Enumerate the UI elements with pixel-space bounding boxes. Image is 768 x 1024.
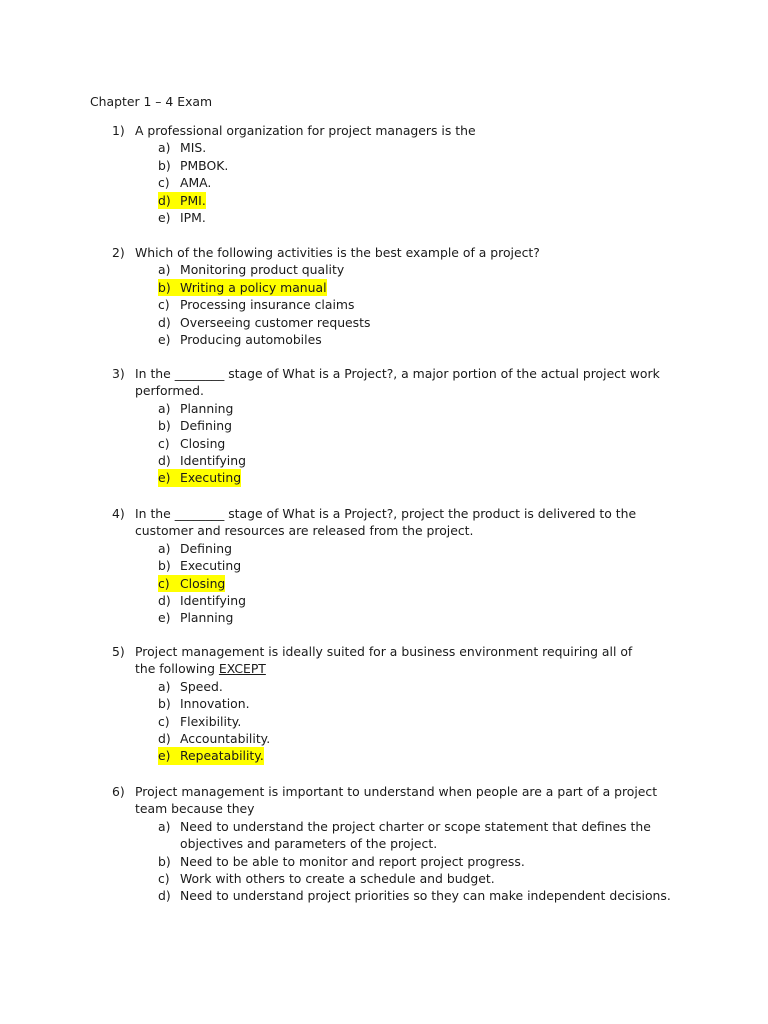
- option-text: Planning: [180, 610, 234, 626]
- option-a: [112, 818, 672, 853]
- option-letter: b): [158, 157, 171, 173]
- question-6: [112, 783, 672, 905]
- option-text: Identifying: [180, 453, 246, 469]
- option-c: [112, 174, 712, 191]
- option-letter: a): [158, 140, 171, 156]
- option-letter: c): [158, 297, 170, 313]
- option-letter: c): [158, 575, 170, 591]
- option-d: [112, 314, 712, 331]
- option-letter: d): [158, 453, 171, 469]
- question-number: 1): [112, 123, 125, 138]
- option-b: [112, 853, 672, 870]
- option-letter: c): [158, 175, 170, 191]
- option-text: Producing automobiles: [180, 332, 322, 348]
- option-letter: e): [158, 210, 171, 226]
- question-text: In the ________ stage of What is a Project?, project the product is delivered to the customer and resources are released from the project.: [135, 506, 641, 539]
- options-list: [112, 818, 672, 905]
- option-letter: e): [158, 610, 171, 626]
- option-d: [112, 730, 652, 747]
- option-letter: e): [158, 748, 171, 764]
- option-letter: a): [158, 678, 171, 694]
- option-text: Innovation.: [180, 696, 250, 712]
- option-letter: b): [158, 418, 171, 434]
- option-a: [112, 678, 652, 695]
- option-letter: e): [158, 470, 171, 486]
- option-letter: d): [158, 314, 171, 330]
- option-text: Repeatability.: [180, 748, 264, 764]
- option-letter: d): [158, 731, 171, 747]
- question-number: 6): [112, 784, 125, 799]
- option-a: [112, 400, 712, 417]
- option-text: Defining: [180, 540, 232, 556]
- option-text: PMBOK.: [180, 157, 229, 173]
- question-number: 5): [112, 644, 125, 659]
- option-c: [112, 870, 672, 887]
- option-text: Flexibility.: [180, 713, 242, 729]
- option-text: Executing: [180, 558, 242, 574]
- option-text: Defining: [180, 418, 232, 434]
- option-e: [112, 331, 712, 348]
- option-e: [112, 609, 692, 626]
- options-list: [112, 139, 712, 226]
- option-text: Writing a policy manual: [180, 279, 327, 295]
- option-b: [112, 157, 712, 174]
- option-text: AMA.: [180, 175, 212, 191]
- option-letter: a): [158, 818, 171, 834]
- option-text: Accountability.: [180, 731, 271, 747]
- option-e: [112, 209, 712, 226]
- option-letter: c): [158, 713, 170, 729]
- option-letter: a): [158, 262, 171, 278]
- option-text: Speed.: [180, 678, 223, 694]
- question-text: In the ________ stage of What is a Project?, a major portion of the actual project work performed.: [135, 366, 664, 399]
- option-b: [112, 417, 712, 434]
- question-5: [112, 643, 652, 765]
- option-d: [112, 592, 692, 609]
- question-number: 4): [112, 506, 125, 521]
- question-text: Project management is important to understand when people are a part of a project team because they: [135, 784, 662, 817]
- question-text: [135, 643, 652, 678]
- option-text: Need to be able to monitor and report project progress.: [180, 853, 525, 869]
- question-number: 3): [112, 366, 125, 381]
- option-b-highlighted: [112, 279, 712, 296]
- question-text-underlined: EXCEPT: [218, 661, 266, 677]
- option-c: [112, 713, 652, 730]
- question-1: [112, 122, 712, 226]
- options-list: [112, 400, 712, 487]
- exam-title: Chapter 1 – 4 Exam: [90, 94, 213, 109]
- option-c: [112, 296, 712, 313]
- options-list: [112, 678, 652, 765]
- option-c-highlighted: [112, 575, 692, 592]
- option-text: IPM.: [180, 210, 206, 226]
- option-text: Need to understand project priorities so they can make independent decisions.: [180, 888, 671, 904]
- option-a: [112, 540, 692, 557]
- option-letter: b): [158, 279, 171, 295]
- option-e-highlighted: [112, 747, 652, 764]
- question-text: Which of the following activities is the best example of a project?: [135, 245, 540, 260]
- question-4: [112, 505, 692, 627]
- option-letter: c): [158, 435, 170, 451]
- option-letter: b): [158, 696, 171, 712]
- option-text: Executing: [180, 470, 242, 486]
- option-text: Work with others to create a schedule and budget.: [180, 871, 495, 887]
- option-letter: d): [158, 593, 171, 609]
- option-text: Closing: [180, 435, 226, 451]
- option-letter: b): [158, 558, 171, 574]
- option-letter: b): [158, 853, 171, 869]
- option-b: [112, 557, 692, 574]
- option-text: Overseeing customer requests: [180, 314, 371, 330]
- option-letter: c): [158, 871, 170, 887]
- option-b: [112, 695, 652, 712]
- question-2: [112, 244, 712, 348]
- option-d: [112, 887, 672, 904]
- option-text: Identifying: [180, 593, 246, 609]
- option-text: PMI.: [180, 192, 206, 208]
- question-text: A professional organization for project managers is the: [135, 123, 476, 138]
- option-text: Planning: [180, 400, 234, 416]
- option-letter: a): [158, 540, 171, 556]
- option-text: MIS.: [180, 140, 207, 156]
- option-c: [112, 435, 712, 452]
- options-list: [112, 261, 712, 348]
- option-d-highlighted: [112, 192, 712, 209]
- options-list: [112, 540, 692, 627]
- question-number: 2): [112, 245, 125, 260]
- option-letter: d): [158, 888, 171, 904]
- option-a: [112, 261, 712, 278]
- option-letter: e): [158, 332, 171, 348]
- option-text: Closing: [180, 575, 226, 591]
- option-text: Need to understand the project charter or scope statement that defines the objectives and parameters of the project.: [180, 818, 655, 852]
- question-text-prefix: Project management is ideally suited for a business environment requiring all of the following: [135, 644, 637, 677]
- question-3: [112, 365, 712, 487]
- option-text: Monitoring product quality: [180, 262, 345, 278]
- option-d: [112, 452, 712, 469]
- option-e-highlighted: [112, 469, 712, 486]
- option-a: [112, 139, 712, 156]
- option-letter: a): [158, 400, 171, 416]
- option-letter: d): [158, 192, 171, 208]
- option-text: Processing insurance claims: [180, 297, 355, 313]
